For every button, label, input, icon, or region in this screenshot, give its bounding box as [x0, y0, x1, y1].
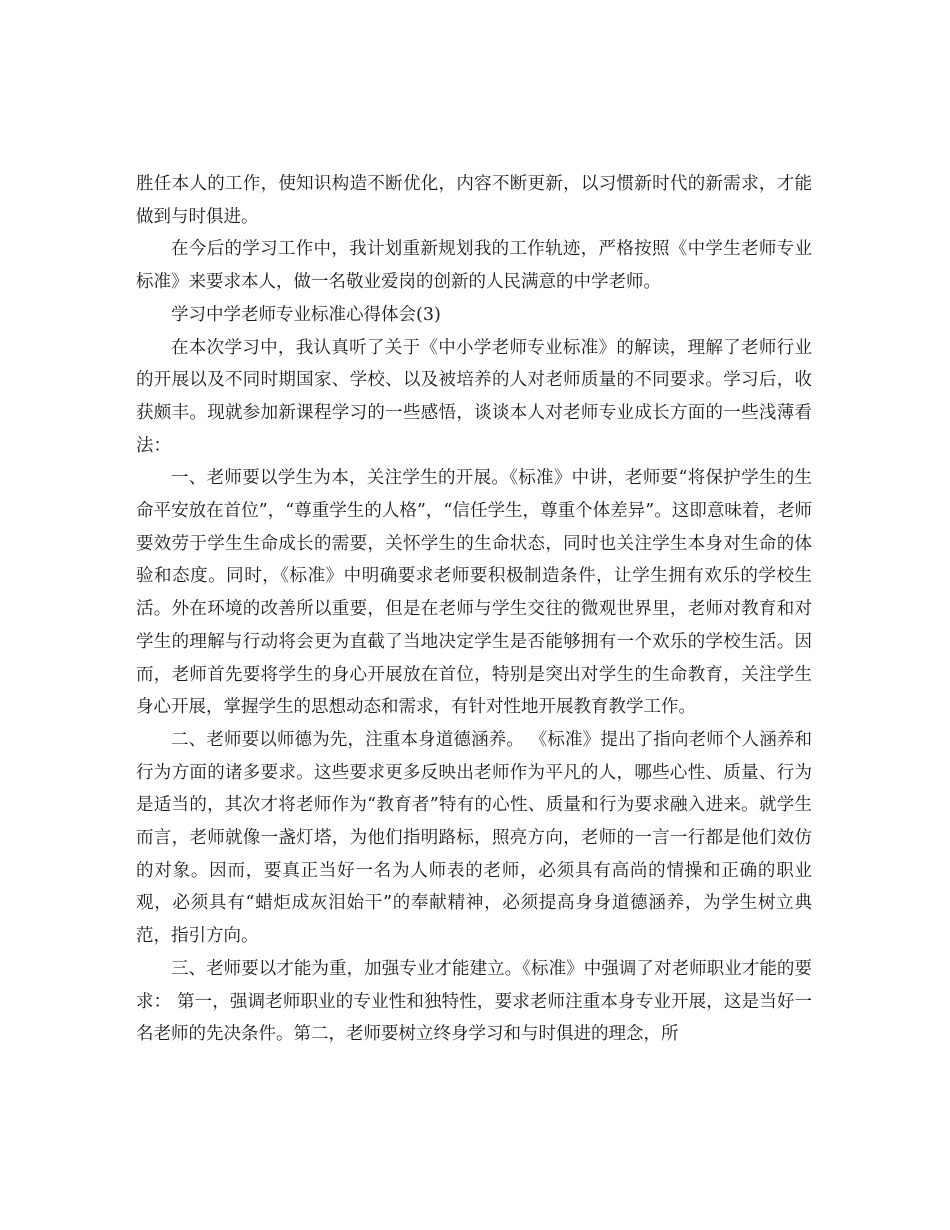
- paragraph-point-two: 二、老师要以师德为先，注重本身道德涵养。 《标准》提出了指向老师个人涵养和行为方面的诸多要求。这些要求更多反映出老师作为平凡的人，哪些心性、质量、行为是适当的，其次才将老师作为“教育者”特有的心性、质量和行为要求融入进来。就学生而言，老师就像一盏灯塔，为他们指明路标，照亮方向，老师的一言一行都是他们效仿的对象。因而，要真正当好一名为人师表的老师，必须具有高尚的情操和正确的职业观，必须具有“蜡炬成灰泪始干”的奉献精神，必须提高身身道德涵养，为学生树立典范，指引方向。: [136, 729, 812, 947]
- paragraph-intro: 在本次学习中，我认真听了关于《中小学老师专业标准》的解读，理解了老师行业的开展以及不同时期国家、学校、以及被培养的人对老师质量的不同要求。学习后，收获颇丰。现就参加新课程学习的一些感悟，谈谈本人对老师专业成长方面的一些浅薄看法：: [136, 337, 812, 456]
- paragraph-point-one: 一、老师要以学生为本，关注学生的开展。《标准》中讲，老师要“将保护学生的生命平安放在首位”，“尊重学生的人格”，“信任学生，尊重个体差异”。这即意味着，老师要效劳于学生生命成长的需要，关怀学生的生命状态，同时也关注学生本身对生命的体验和态度。同时，《标准》中明确要求老师要积极制造条件，让学生拥有欢乐的学校生活。外在环境的改善所以重要，但是在老师与学生交往的微观世界里，老师对教育和对学生的理解与行动将会更为直截了当地决定学生是否能够拥有一个欢乐的学校生活。因而，老师首先要将学生的身心开展放在首位，特别是突出对学生的生命教育，关注学生身心开展，掌握学生的思想动态和需求，有针对性地开展教育教学工作。: [136, 468, 812, 718]
- paragraph-plan: 在今后的学习工作中，我计划重新规划我的工作轨迹，严格按照《中学生老师专业标准》来要求本人，做一名敬业爱岗的创新的人民满意的中学老师。: [136, 239, 812, 293]
- paragraph-continuation: 胜任本人的工作，使知识构造不断优化，内容不断更新，以习惯新时代的新需求，才能做到与时俱进。: [136, 174, 812, 227]
- section-heading: 学习中学老师专业标准心得体会(3): [171, 304, 441, 325]
- paragraph-point-three: 三、老师要以才能为重，加强专业才能建立。《标准》中强调了对老师职业才能的要求： 第一，强调老师职业的专业性和独特性，要求老师注重本身专业开展，这是当好一名老师的先决条件。第二，老师要树立终身学习和与时俱进的理念，所: [136, 958, 812, 1045]
- document-page: [136, 168, 812, 1051]
